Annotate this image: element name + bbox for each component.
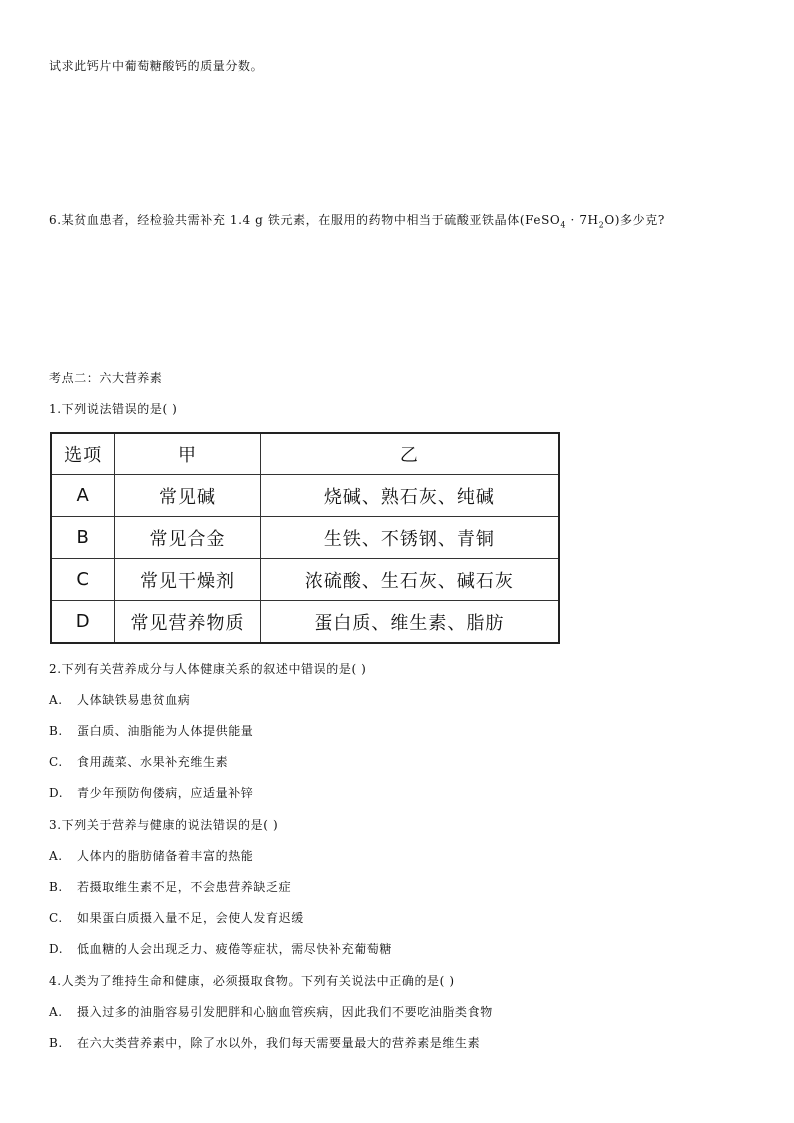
- option-text: 若摄取维生素不足，不会患营养缺乏症: [77, 880, 292, 894]
- q4-option-a: [49, 1004, 493, 1020]
- table-cell-option: D: [51, 601, 115, 644]
- q6-subscript-2: 2: [598, 220, 605, 230]
- q2-stem: 2.下列有关营养成分与人体健康关系的叙述中错误的是( ): [49, 662, 367, 676]
- q2-option-d: [49, 785, 253, 801]
- option-text: 低血糖的人会出现乏力、疲倦等症状，需尽快补充葡萄糖: [77, 942, 393, 956]
- table-cell-option: C: [51, 559, 115, 601]
- q3-option-b: [49, 879, 291, 895]
- q6-subscript-4: 4: [560, 220, 567, 230]
- table-cell-option: A: [51, 475, 115, 517]
- option-letter: C.: [49, 911, 63, 925]
- option-text: 青少年预防佝偻病，应适量补锌: [77, 786, 254, 800]
- table-cell-yi: 浓硫酸、生石灰、碱石灰: [260, 559, 559, 601]
- header-option: 选项: [51, 433, 115, 475]
- table-cell-jia: 常见合金: [115, 517, 260, 559]
- option-text: 在六大类营养素中，除了水以外，我们每天需要量最大的营养素是维生素: [77, 1036, 481, 1050]
- option-text: 食用蔬菜、水果补充维生素: [77, 755, 229, 769]
- q1-stem: 1.下列说法错误的是( ): [49, 402, 178, 416]
- table-cell-yi: 烧碱、熟石灰、纯碱: [260, 475, 559, 517]
- option-text: 人体缺铁易患贫血病: [77, 693, 191, 707]
- table-row: [51, 517, 559, 559]
- q1-options-table: [50, 432, 560, 644]
- header-yi: 乙: [260, 433, 559, 475]
- q4-option-b: [49, 1035, 480, 1051]
- option-letter: B.: [49, 724, 63, 738]
- table-cell-jia: 常见营养物质: [115, 601, 260, 644]
- q6-text: [49, 212, 665, 228]
- table-row: [51, 475, 559, 517]
- q6-text-after: O)多少克?: [604, 213, 665, 227]
- q2-option-a: [49, 692, 190, 708]
- q6-text-mid: · 7H: [566, 213, 599, 227]
- q5-prompt: 试求此钙片中葡萄糖酸钙的质量分数。: [49, 59, 264, 73]
- table-cell-option: B: [51, 517, 115, 559]
- q3-option-c: [49, 910, 304, 926]
- option-letter: B.: [49, 1036, 63, 1050]
- table-cell-jia: 常见碱: [115, 475, 260, 517]
- table-cell-yi: 生铁、不锈钢、青铜: [260, 517, 559, 559]
- table-row: [51, 601, 559, 644]
- option-letter: A.: [49, 1005, 63, 1019]
- q2-option-c: [49, 754, 228, 770]
- option-letter: A.: [49, 693, 63, 707]
- q3-stem: 3.下列关于营养与健康的说法错误的是( ): [49, 818, 279, 832]
- q3-option-d: [49, 941, 392, 957]
- table-cell-jia: 常见干燥剂: [115, 559, 260, 601]
- table-row: [51, 559, 559, 601]
- option-letter: A.: [49, 849, 63, 863]
- option-text: 蛋白质、油脂能为人体提供能量: [77, 724, 254, 738]
- option-text: 人体内的脂肪储备着丰富的热能: [77, 849, 254, 863]
- option-letter: D.: [49, 786, 64, 800]
- option-letter: D.: [49, 942, 64, 956]
- table-cell-yi: 蛋白质、维生素、脂肪: [260, 601, 559, 644]
- table-header-row: [51, 433, 559, 475]
- option-text: 摄入过多的油脂容易引发肥胖和心脑血管疾病，因此我们不要吃油脂类食物: [77, 1005, 493, 1019]
- q3-option-a: [49, 848, 253, 864]
- option-text: 如果蛋白质摄入量不足，会使人发育迟缓: [77, 911, 304, 925]
- option-letter: C.: [49, 755, 63, 769]
- q2-option-b: [49, 723, 253, 739]
- q6-text-before: 6.某贫血患者，经检验共需补充 1.4 g 铁元素，在服用的药物中相当于硫酸亚铁晶体(FeSO: [49, 213, 561, 227]
- option-letter: B.: [49, 880, 63, 894]
- section-title: 考点二：六大营养素: [49, 371, 163, 385]
- header-jia: 甲: [115, 433, 260, 475]
- q4-stem: 4.人类为了维持生命和健康，必须摄取食物。下列有关说法中正确的是( ): [49, 974, 455, 988]
